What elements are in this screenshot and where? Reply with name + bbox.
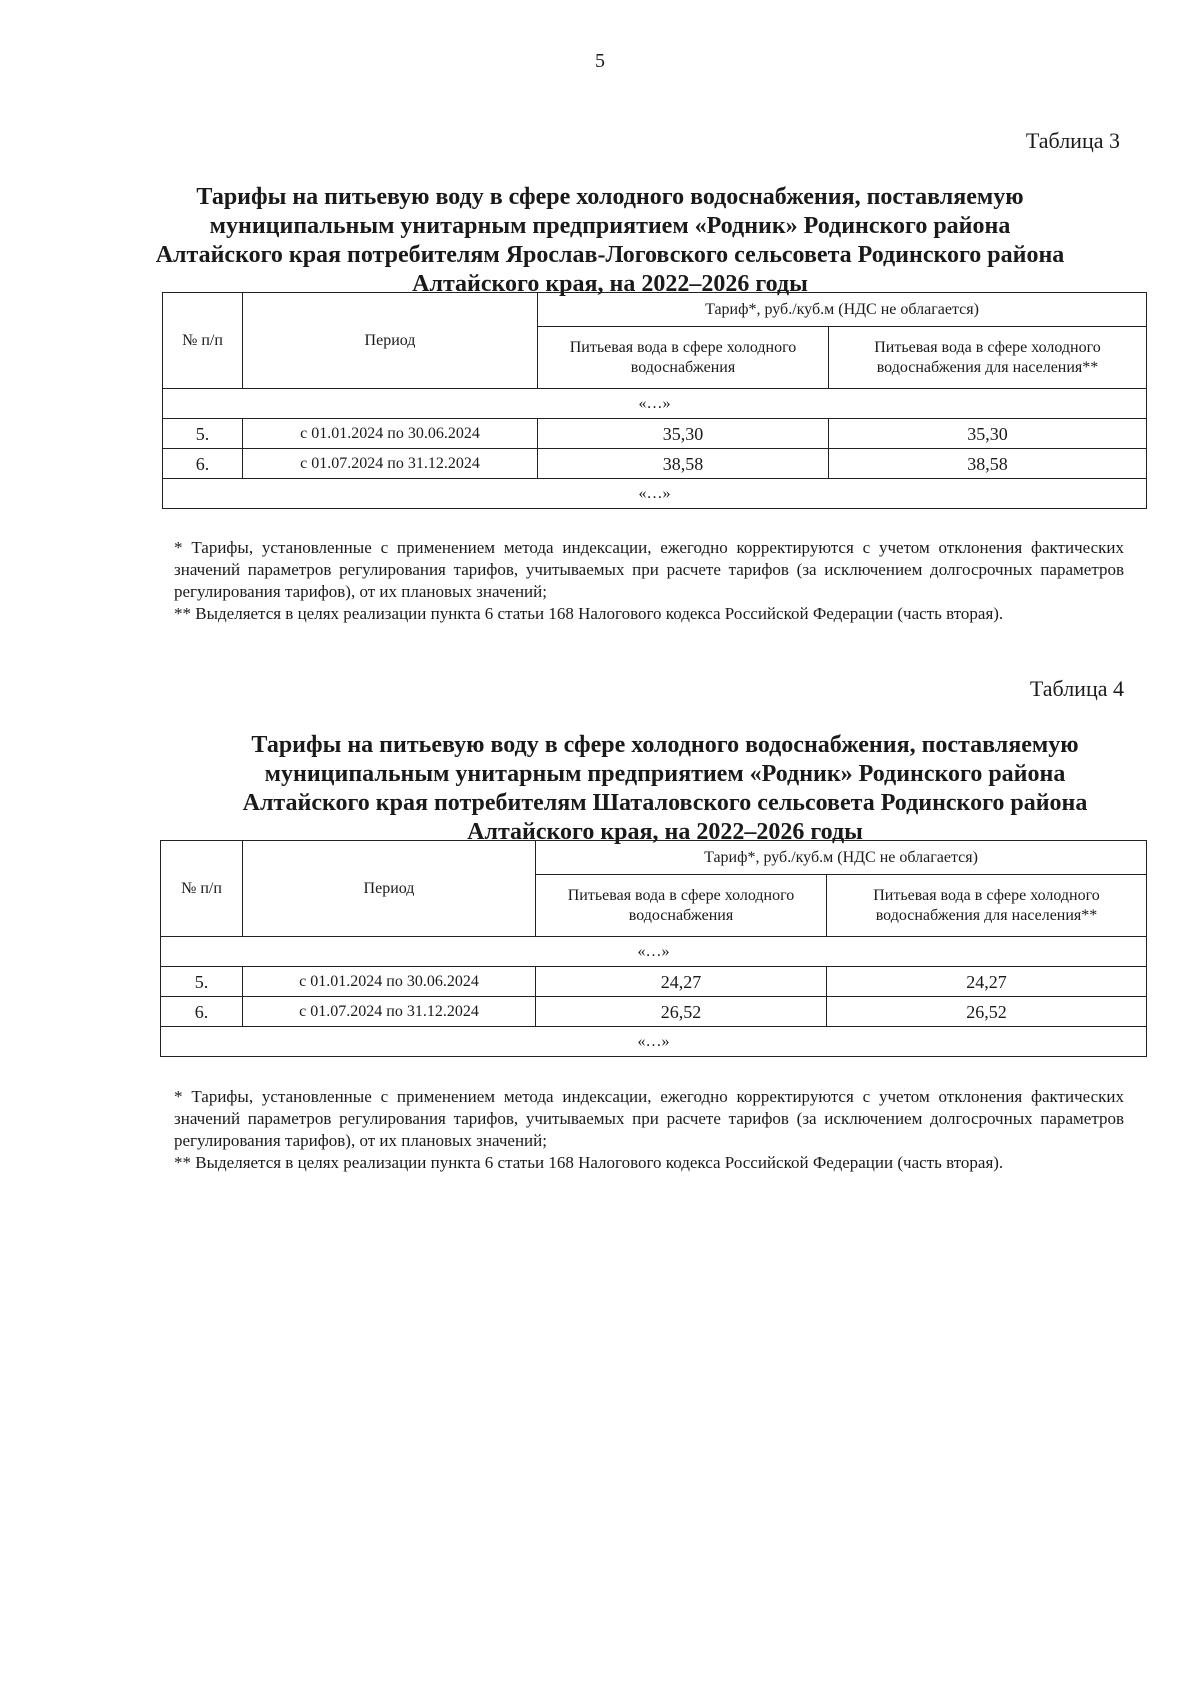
row-value-population: 24,27 [827, 967, 1147, 997]
header-period: Период [243, 293, 538, 389]
ellipsis-row: «…» [163, 479, 1147, 509]
footnote-star: * Тарифы, установленные с применением метода индексации, ежегодно корректируются с учетом отклонения фактических значений параметров регулирования тарифов, учитываемых при расчете тарифов (за исключением долгосрочных параметров регулирования тарифов), от их плановых значений; [174, 1087, 1124, 1150]
header-period: Период [243, 841, 536, 937]
ellipsis-row: «…» [161, 1027, 1147, 1057]
footnote-double-star: ** Выделяется в целях реализации пункта 6 статьи 168 Налогового кодекса Российской Федерации (часть вторая). [174, 1153, 1004, 1172]
row-num: 6. [161, 997, 243, 1027]
table-3-title-line: Алтайского края, на 2022–2026 годы [412, 271, 808, 297]
table-3 [162, 292, 1147, 509]
table-4-title-line: муниципальным унитарным предприятием «Родник» Родинского района [264, 761, 1066, 787]
row-value-water: 35,30 [538, 419, 829, 449]
row-period: с 01.07.2024 по 31.12.2024 [243, 449, 538, 479]
footnote-star: * Тарифы, установленные с применением метода индексации, ежегодно корректируются с учетом отклонения фактических значений параметров регулирования тарифов, учитываемых при расчете тарифов (за исключением долгосрочных параметров регулирования тарифов), от их плановых значений; [174, 538, 1124, 601]
row-value-population: 26,52 [827, 997, 1147, 1027]
row-value-population: 35,30 [829, 419, 1147, 449]
ellipsis-row: «…» [161, 937, 1147, 967]
table-3-title-line: муниципальным унитарным предприятием «Родник» Родинского района [209, 213, 1011, 239]
table-3-title [150, 183, 1070, 299]
header-col-population: Питьевая вода в сфере холодного водоснабжения для населения** [829, 327, 1147, 389]
row-period: с 01.07.2024 по 31.12.2024 [243, 997, 536, 1027]
row-value-water: 38,58 [538, 449, 829, 479]
row-period: с 01.01.2024 по 30.06.2024 [243, 967, 536, 997]
table-3-title-line: Алтайского края потребителям Ярослав-Логовского сельсовета Родинского района [155, 242, 1065, 268]
table-3-title-line: Тарифы на питьевую воду в сфере холодного водоснабжения, поставляемую [196, 184, 1024, 210]
row-value-population: 38,58 [829, 449, 1147, 479]
header-col-water: Питьевая вода в сфере холодного водоснабжения [536, 875, 827, 937]
header-col-population: Питьевая вода в сфере холодного водоснабжения для населения** [827, 875, 1147, 937]
table-4-title [215, 731, 1115, 847]
table-3-notes [174, 537, 1124, 625]
table-row [163, 419, 1147, 449]
table-4-label: Таблица 4 [1029, 676, 1124, 701]
ellipsis-row: «…» [163, 389, 1147, 419]
row-num: 5. [161, 967, 243, 997]
header-tariff: Тариф*, руб./куб.м (НДС не облагается) [536, 841, 1147, 875]
table-4-notes [174, 1086, 1124, 1174]
table-row [161, 997, 1147, 1027]
table-row [161, 967, 1147, 997]
header-col-water: Питьевая вода в сфере холодного водоснабжения [538, 327, 829, 389]
header-num: № п/п [163, 293, 243, 389]
page-number: 5 [595, 50, 605, 72]
header-tariff: Тариф*, руб./куб.м (НДС не облагается) [538, 293, 1147, 327]
footnote-double-star: ** Выделяется в целях реализации пункта 6 статьи 168 Налогового кодекса Российской Федерации (часть вторая). [174, 604, 1004, 623]
table-4-title-line: Алтайского края, на 2022–2026 годы [467, 819, 863, 845]
table-4-title-line: Алтайского края потребителям Шаталовского сельсовета Родинского района [242, 790, 1088, 816]
header-num: № п/п [161, 841, 243, 937]
table-4 [160, 840, 1147, 1057]
row-period: с 01.01.2024 по 30.06.2024 [243, 419, 538, 449]
row-value-water: 24,27 [536, 967, 827, 997]
table-3-label: Таблица 3 [1025, 128, 1120, 153]
row-num: 6. [163, 449, 243, 479]
row-num: 5. [163, 419, 243, 449]
table-4-title-line: Тарифы на питьевую воду в сфере холодного водоснабжения, поставляемую [251, 732, 1079, 758]
table-row [163, 449, 1147, 479]
row-value-water: 26,52 [536, 997, 827, 1027]
